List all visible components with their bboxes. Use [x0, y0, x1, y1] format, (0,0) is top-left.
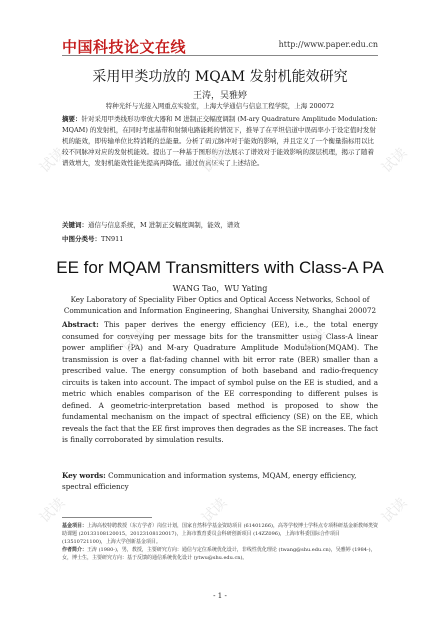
footnote: [62, 522, 378, 562]
page-number: - 1 -: [213, 592, 227, 600]
site-logo[interactable]: 中国科技论文在线: [62, 38, 187, 56]
paper-title-cn: 采用甲类功放的 MQAM 发射机能效研究: [92, 69, 348, 85]
keywords-cn: [62, 220, 378, 229]
footnote-author-label: 作者简介：: [62, 547, 88, 553]
keywords-en-label: Key words:: [62, 471, 106, 480]
footnote-author: [62, 546, 378, 562]
watermark: 试读: [199, 145, 231, 177]
paper-title-en: EE for MQAM Transmitters with Class-A PA: [56, 258, 384, 277]
watermark: 试读: [199, 495, 231, 527]
authors-en: WANG Tao，WU Yating: [172, 284, 268, 293]
header-rule: [62, 55, 378, 56]
abstract-en-label: Abstract:: [62, 320, 99, 329]
footnote-fund: [62, 522, 378, 546]
abstract-en-text: This paper derives the energy efficiency (EE), i.e., the total energy consumed for conveying per message bits for the transmitter using Class-A linear power amplifier (PA) and M-ary Quadrature Amplitude Modulation(MQAM). The transmission is over a flat-fading channel with bit error rate (BER) smaller than a prescribed value. The energy consumption of both baseband and radio-frequency circuits is taken into account. The impact of symbol pulse on the EE is studied, and a metric which enables comparison of the EE corresponding to different pulses is defined. A geometric-interpretation based method is proposed to show the fundamental mechanism on the impact of spectral efficiency (SE) on the EE, which reveals the fact that the EE first improves then degrades as the SE increases. The fact is finally corroborated by simulation results.: [62, 320, 378, 444]
affiliation-cn: 特种光纤与光接入网重点实验室，上海大学通信与信息工程学院，上海 200072: [105, 102, 335, 110]
footnote-fund-text: 上海高校特聘教授（东方学者）岗位计划，国家自然科学基金资助项目 (61401266)，高等学校博士学科点专项科研基金新教师类资助课题 (20133108120015，20123108120017)，上海市教育委员会科研创新项目 (14ZZ096)，上海市科委国际合作项目 (13510721100)，上海大学创新基金项目。: [62, 523, 378, 545]
abstract-en: [62, 319, 378, 446]
affiliation-en: Key Laboratory of Speciality Fiber Optics and Optical Access Networks, School of Communication and Information Engineering, Shanghai University, Shanghai 200072: [63, 295, 377, 315]
keywords-cn-label: 关键词：: [62, 221, 88, 229]
abstract-cn-text: 针对采用甲类线形功率放大器和 M 进制正交幅度调制 (M-ary Quadrature Amplitude Modulation: MQAM) 的发射机，在同时考虑基带和射频电路能耗的情况下，推导了在平坦信道中误码率小于设定值时发射机的能效，即传输单位比特消耗的总能量。分析了码元脉冲对于能效的影响，并且定义了一个衡量指标用以比较不同脉冲对应的发射机能效。提出了一种基于图形的方法展示了谱效对于能效影响的深层机理，揭示了随着谱效增大，发射机能效性能先提高再降低。通过仿真证实了上述结论。: [62, 115, 378, 167]
footnote-fund-label: 基金项目：: [62, 523, 88, 529]
authors-cn: 王涛，吴雅婷: [192, 91, 247, 101]
watermark: 试读: [379, 145, 411, 177]
watermark: 试读: [379, 495, 411, 527]
classification-cn-label: 中图分类号：: [62, 235, 101, 243]
watermark: 试读: [119, 325, 151, 357]
footnote-author-text: 王涛 (1980-)，男，教授，主要研究方向：通信与定位系统优化设计，非线性优化理论 (twang@shu.edu.cn)，吴雅婷 (1984-)，女，博士生，主要研究方向：基于反馈的通信系统优化设计 (ytwu@shu.edu.cn)。: [62, 547, 376, 561]
abstract-cn-label: 摘要：: [62, 115, 82, 123]
watermark: 试读: [37, 495, 69, 527]
keywords-en-text: Communication and information systems, MQAM, energy efficiency, spectral efficiency: [62, 471, 357, 491]
keywords-en: [62, 470, 378, 492]
classification-cn-value: TN911: [101, 235, 124, 243]
keywords-cn-text: 通信与信息系统，M 进制正交幅度调制，能效，谱效: [88, 221, 240, 229]
footnote-rule: [62, 517, 152, 518]
site-url[interactable]: http://www.paper.edu.cn: [278, 40, 378, 49]
watermark: 试读: [299, 325, 331, 357]
classification-cn: [62, 234, 378, 243]
watermark: 试读: [37, 145, 69, 177]
abstract-cn: [62, 114, 378, 169]
